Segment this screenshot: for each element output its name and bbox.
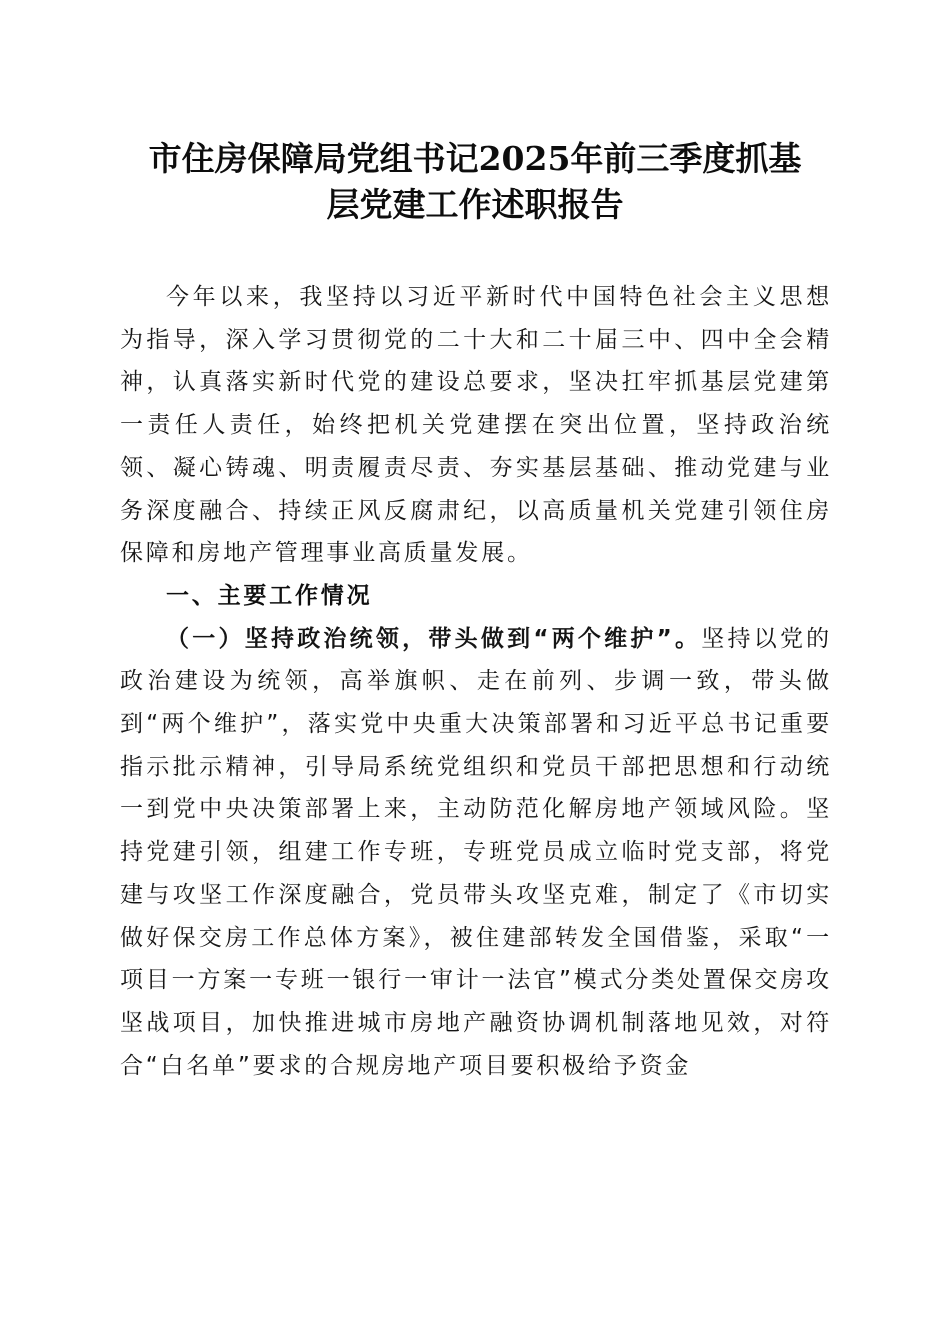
item-lead: （一）坚持政治统领，带头做到“两个维护”。 bbox=[166, 625, 702, 652]
title-line-2: 层党建工作述职报告 bbox=[326, 185, 624, 224]
item-paragraph bbox=[120, 618, 832, 1088]
title-line-1: 市住房保障局党组书记2025年前三季度抓基 bbox=[148, 139, 802, 178]
item-text: 坚持以党的政治建设为统领，高举旗帜、走在前列、步调一致，带头做到“两个维护”，落实党中央重大决策部署和习近平总书记重要指示批示精神，引导局系统党组织和党员干部把思想和行动统一到党中央决策部署上来，主动防范化解房地产领域风险。坚持党建引领，组建工作专班，专班党员成立临时党支部，将党建与攻坚工作深度融合，党员带头攻坚克难，制定了《市切实做好保交房工作总体方案》，被住建部转发全国借鉴，采取“一项目一方案一专班一银行一审计一法官”模式分类处置保交房攻坚战项目，加快推进城市房地产融资协调机制落地见效，对符合“白名单”要求的合规房地产项目要积极给予资金 bbox=[120, 625, 832, 1079]
document-title bbox=[120, 136, 830, 228]
intro-paragraph: 今年以来，我坚持以习近平新时代中国特色社会主义思想为指导，深入学习贯彻党的二十大和二十届三中、四中全会精神，认真落实新时代党的建设总要求，坚决扛牢抓基层党建第一责任人责任，始终把机关党建摆在突出位置，坚持政治统领、凝心铸魂、明责履责尽责、夯实基层基础、推动党建与业务深度融合、持续正风反腐肃纪，以高质量机关党建引领住房保障和房地产管理事业高质量发展。 bbox=[120, 284, 832, 567]
section-heading: 一、主要工作情况 bbox=[166, 582, 373, 609]
document-body bbox=[120, 276, 832, 1087]
